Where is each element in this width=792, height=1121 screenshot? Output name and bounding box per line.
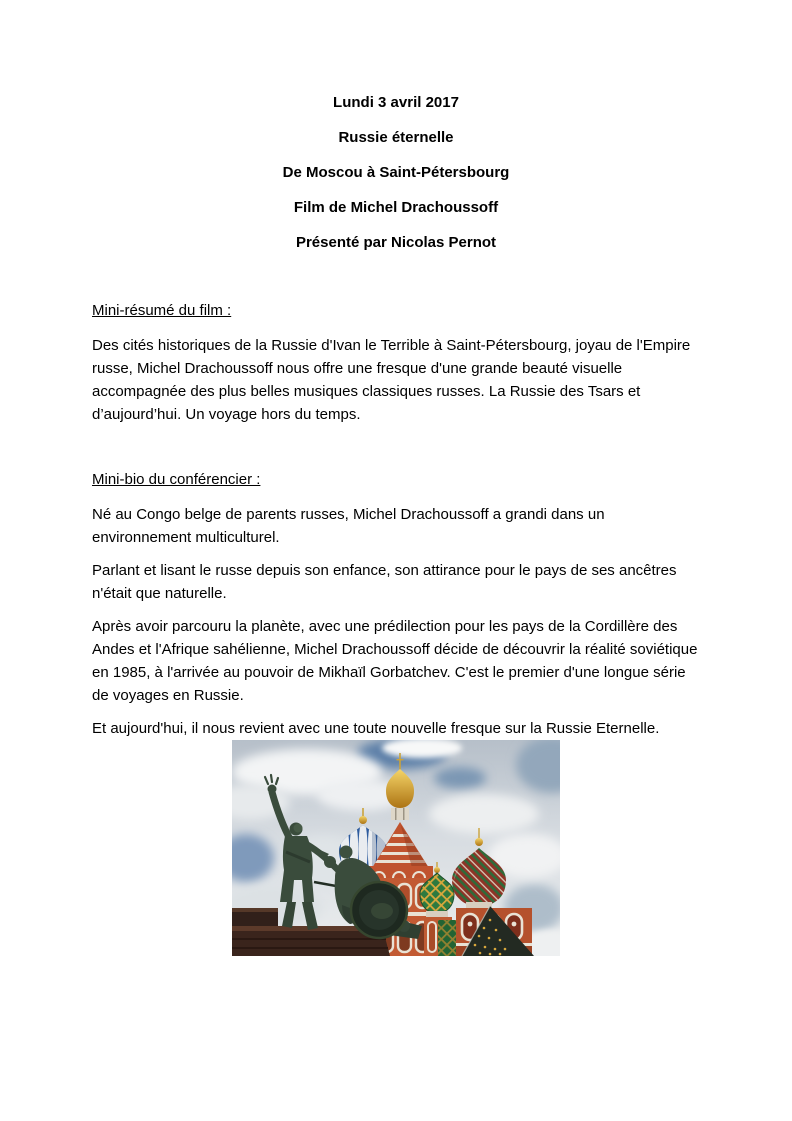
red-square-photo [232, 740, 560, 956]
section-heading-bio: Mini-bio du conférencier : [92, 471, 261, 488]
paragraph-resume: Des cités historiques de la Russie d'Ivan le Terrible à Saint-Pétersbourg, joyau de l'Empire russe, Michel Drachoussoff nous offre une fresque d'une grande beauté visuelle accompagnée des plus belles musiques classiques russes. La Russie des Tsars et d’aujourd’hui. Un voyage hors du temps. [92, 337, 691, 423]
photo-canvas [232, 740, 560, 956]
doc-subtitle-line: De Moscou à Saint-Pétersbourg [282, 164, 510, 181]
paragraph-bio-2: Parlant et lisant le russe depuis son enfance, son attirance pour le pays de ses ancêtres n'était que naturelle. [92, 562, 677, 602]
paragraph-bio-4: Et aujourd'hui, il nous revient avec une toute nouvelle fresque sur la Russie Eternelle. [92, 720, 660, 737]
doc-presenter-line: Présenté par Nicolas Pernot [295, 234, 497, 251]
shield [351, 882, 407, 938]
doc-date-line: Lundi 3 avril 2017 [333, 94, 459, 111]
document-content [92, 0, 700, 740]
section-heading-resume: Mini-résumé du film : [92, 302, 232, 319]
paragraph-bio-3: Après avoir parcouru la planète, avec une prédilection pour les pays de la Cordillère des Andes et l'Afrique sahélienne, Michel Drachoussoff décide de découvrir la réalité soviétique en 1985, à l'arrivée au pouvoir de Mikhaïl Gorbatchev. C'est le premier d'une longue série de voyages en Russie. [92, 618, 698, 704]
title-block [92, 0, 700, 250]
doc-film-credit: Film de Michel Drachoussoff [293, 199, 499, 216]
paragraph-bio-1: Né au Congo belge de parents russes, Michel Drachoussoff a grandi dans un environnement multiculturel. [92, 506, 605, 546]
doc-title-line: Russie éternelle [338, 129, 454, 146]
